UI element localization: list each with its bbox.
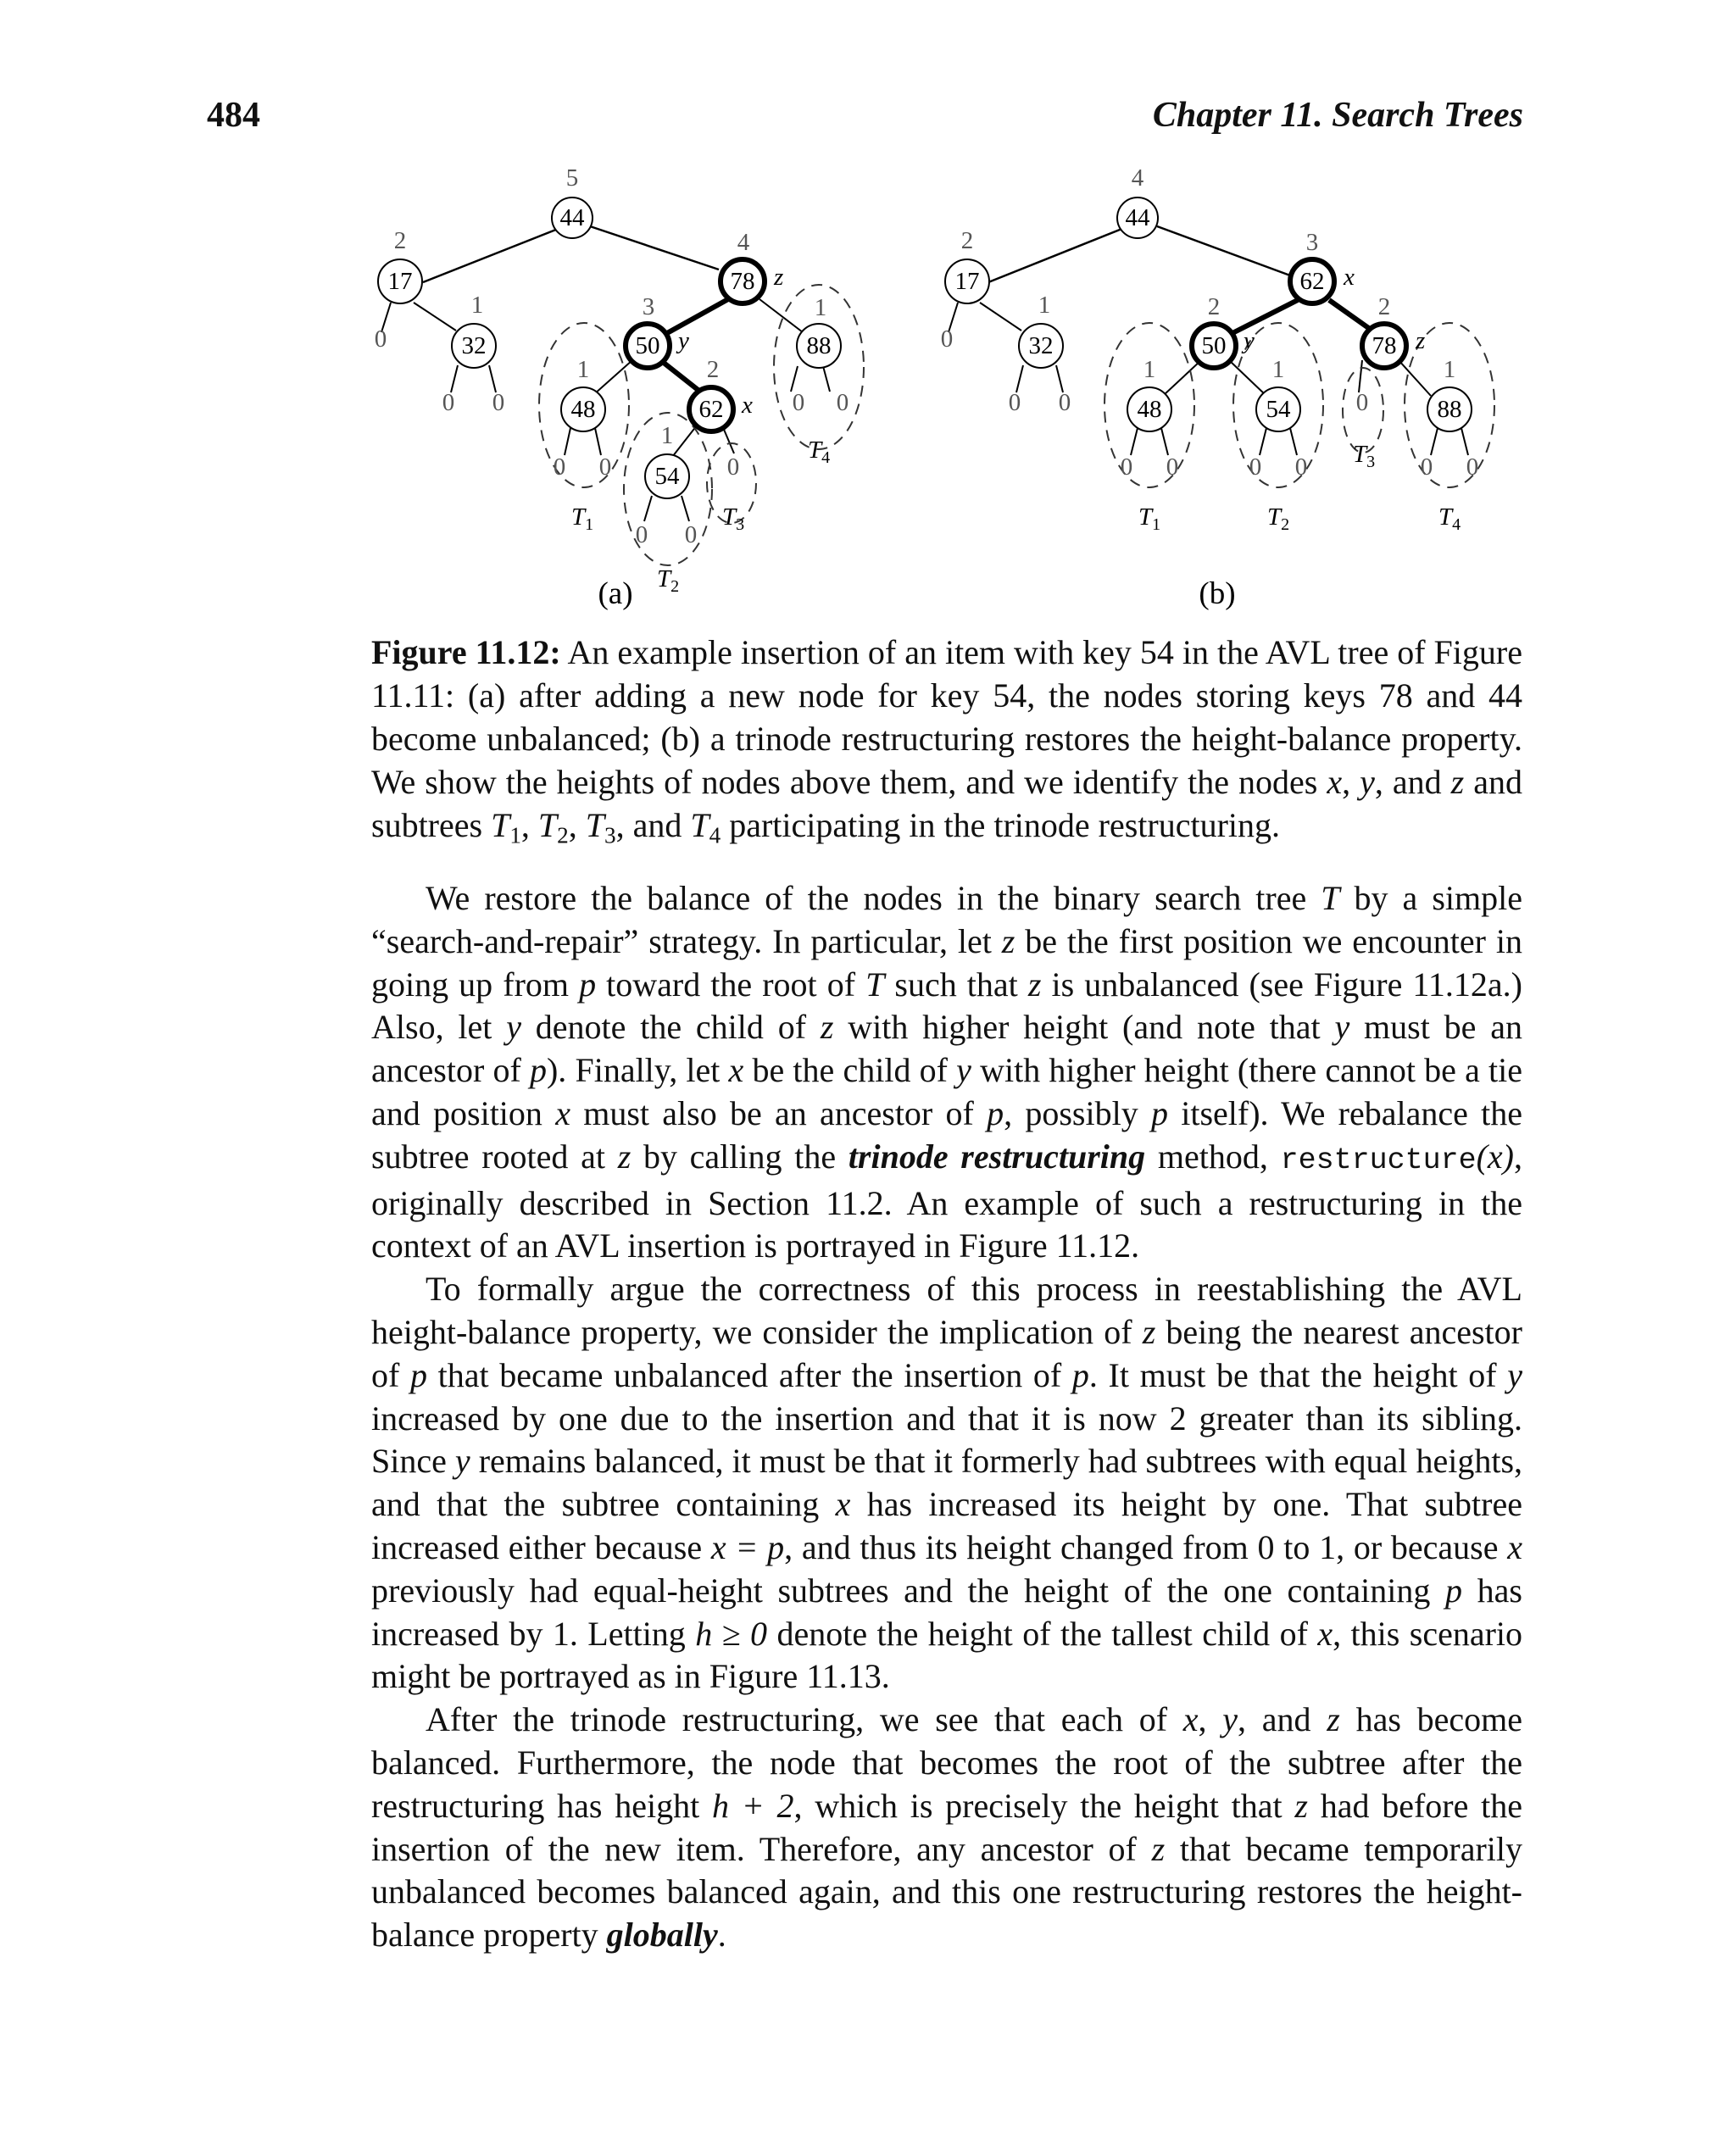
figure-a-heights: [375, 164, 849, 548]
leaf-b-88-r: 0: [1466, 453, 1479, 481]
leaf-b-32-r: 0: [1058, 389, 1071, 416]
node-a-44: 44: [559, 204, 585, 231]
height-a-32: 1: [470, 292, 484, 319]
height-a-48: 1: [576, 356, 590, 383]
node-b-48: 48: [1137, 396, 1162, 423]
height-b-32: 1: [1038, 292, 1051, 319]
leaf-b-54-l: 0: [1249, 453, 1262, 481]
role-a-x: x: [742, 392, 753, 419]
node-a-78: 78: [730, 268, 755, 295]
node-b-88: 88: [1437, 396, 1462, 423]
height-a-17: 2: [393, 227, 407, 254]
avl-figure: [0, 0, 1736, 627]
leaf-b-17: 0: [940, 325, 954, 353]
role-b-y: y: [1244, 327, 1255, 354]
role-a-y: y: [678, 327, 689, 354]
node-a-50: 50: [635, 332, 660, 359]
node-b-78: 78: [1372, 332, 1397, 359]
node-a-32: 32: [461, 332, 487, 359]
leaf-a-48-r: 0: [598, 453, 612, 481]
leaf-b-48-r: 0: [1166, 453, 1179, 481]
paragraph-3: After the trinode restructuring, we see that each of x, y, and z has become balanced. Furthermore, the node that becomes the root of the subtree after the restructuring has height h + 2, which is precisely the height that z had before the insertion of the new item. Therefore, any ancestor of z that became temporarily unbalanced becomes balanced again, and this one restructuring restores the height-balance property globally.: [371, 1700, 1523, 1955]
height-a-44: 5: [565, 164, 579, 192]
leaf-a-54-l: 0: [635, 521, 648, 548]
leaf-a-32-l: 0: [442, 389, 455, 416]
height-a-62: 2: [706, 356, 720, 383]
leaf-a-88-l: 0: [792, 389, 805, 416]
node-a-88: 88: [806, 332, 832, 359]
leaf-a-62-r: 0: [726, 453, 740, 481]
figure-b-label: (b): [1199, 576, 1236, 611]
node-a-17: 17: [387, 268, 413, 295]
node-b-44: 44: [1125, 204, 1150, 231]
leaf-a-17: 0: [374, 325, 387, 353]
figure-a-label: (a): [598, 576, 633, 611]
paragraph-1: We restore the balance of the nodes in the binary search tree T by a simple “search-and-repair” strategy. In particular, let z be the first position we encounter in going up from p toward the root of T such that z is unbalanced (see Figure 11.12a.) Also, let y denote the child of z with higher height (and note that y must be an ancestor of p). Finally, let x be the child of y with higher height (there cannot be a tie and position x must also be an ancestor of p, possibly p itself). We rebalance the subtree rooted at z by calling the trinode restructuring method, restructure(x), originally described in Section 11.2. An example of such a restructuring in the context of an AVL insertion is portrayed in Figure 11.12.: [371, 879, 1523, 1265]
leaf-a-32-r: 0: [492, 389, 505, 416]
leaf-b-32-l: 0: [1008, 389, 1021, 416]
code-restructure: restructure: [1280, 1143, 1477, 1177]
height-a-88: 1: [814, 294, 827, 321]
term-trinode-restructuring: trinode restructuring: [848, 1137, 1146, 1176]
height-b-78: 2: [1377, 293, 1391, 320]
subtree-b-t2: $T_2$: [1267, 503, 1290, 534]
role-b-x: x: [1344, 264, 1355, 291]
leaf-b-54-r: 0: [1294, 453, 1308, 481]
leaf-b-78-l: 0: [1355, 389, 1369, 416]
term-globally: globally: [606, 1916, 718, 1955]
leaf-a-88-r: 0: [836, 389, 849, 416]
leaf-a-54-r: 0: [684, 521, 698, 548]
node-b-62: 62: [1299, 268, 1325, 295]
node-a-62: 62: [698, 396, 724, 423]
node-b-54: 54: [1266, 396, 1291, 423]
subtree-b-t4: $T_4$: [1438, 503, 1461, 534]
node-a-54: 54: [654, 463, 680, 490]
subtree-b-t1: $T_1$: [1138, 503, 1161, 534]
height-b-88: 1: [1443, 356, 1456, 383]
subtree-a-t2: $T_2$: [657, 565, 680, 596]
height-b-54: 1: [1271, 356, 1285, 383]
node-a-48: 48: [570, 396, 596, 423]
height-a-78: 4: [737, 229, 750, 256]
subtree-a-t3: $T_3$: [722, 503, 745, 534]
node-b-32: 32: [1028, 332, 1054, 359]
height-b-44: 4: [1131, 164, 1144, 192]
leaf-b-88-l: 0: [1420, 453, 1433, 481]
paragraph-2: To formally argue the correctness of this process in reestablishing the AVL height-balance property, we consider the implication of z being the nearest ancestor of p that became unbalanced after the insertion of p. It must be that the height of y increased by one due to the insertion and that it is now 2 greater than its sibling. Since y remains balanced, it must be that it formerly had subtrees with equal heights, and that the subtree containing x has increased its height by one. That subtree increased either because x = p, and thus its height changed from 0 to 1, or because x previously had equal-height subtrees and the height of the one containing p has increased by 1. Letting h ≥ 0 denote the height of the tallest child of x, this scenario might be portrayed as in Figure 11.13.: [371, 1270, 1523, 1696]
page-number: 484: [207, 96, 260, 135]
height-a-54: 1: [660, 422, 674, 449]
caption-label: Figure 11.12:: [371, 633, 561, 671]
height-b-17: 2: [960, 227, 974, 254]
subtree-b-t3: $T_3$: [1353, 441, 1376, 471]
leaf-b-48-l: 0: [1120, 453, 1133, 481]
height-a-50: 3: [642, 293, 655, 320]
node-b-50: 50: [1201, 332, 1227, 359]
node-b-17: 17: [954, 268, 980, 295]
figure-caption: Figure 11.12: An example insertion of an item with key 54 in the AVL tree of Figure 11.11: (a) after adding a new node for key 54, the nodes storing keys 78 and 44 become unbalanced; (b) a trinode restructuring restores the height-balance property. We show the heights of nodes above them, and we identify the nodes x, y, and z and subtrees $T_1$, $T_2$, $T_3$, and $T_4$ participating in the trinode restructuring.: [371, 633, 1523, 848]
height-b-50: 2: [1207, 293, 1221, 320]
role-b-z: z: [1416, 327, 1426, 354]
role-a-z: z: [774, 264, 784, 291]
subtree-a-t1: $T_1$: [571, 503, 594, 534]
height-b-48: 1: [1143, 356, 1156, 383]
leaf-a-48-l: 0: [553, 453, 566, 481]
body-text: [371, 877, 1522, 1957]
height-b-62: 3: [1305, 229, 1319, 256]
chapter-title: Chapter 11. Search Trees: [1152, 96, 1523, 135]
subtree-a-t4: $T_4$: [808, 437, 831, 467]
